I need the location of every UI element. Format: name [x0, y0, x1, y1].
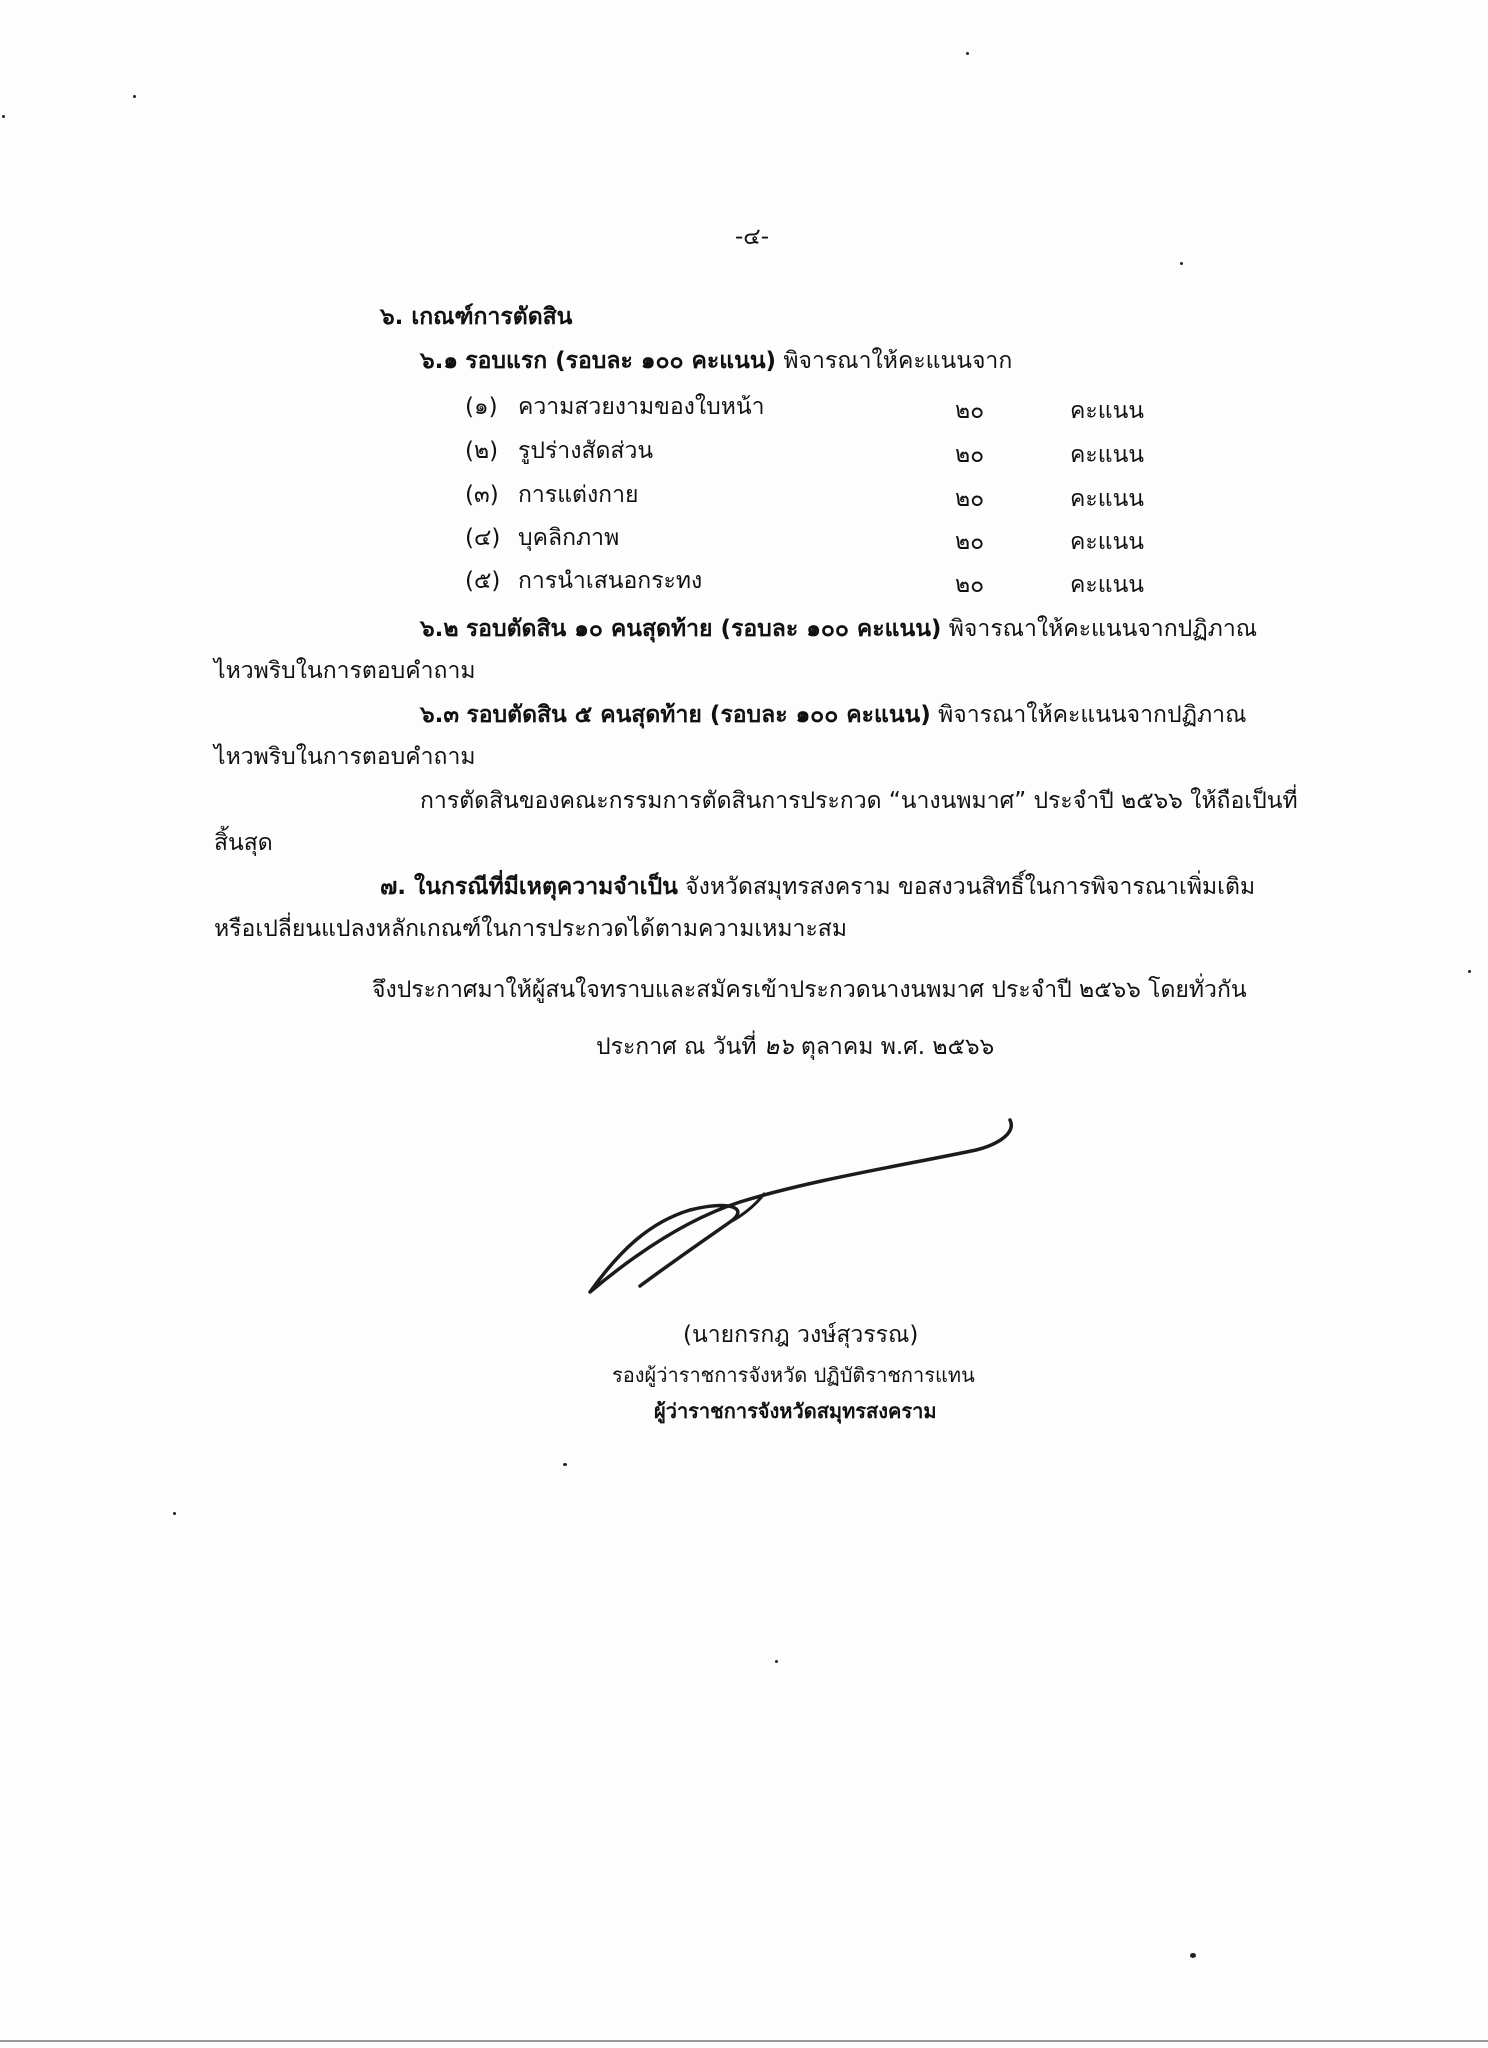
- criteria-score: ๒๐: [955, 572, 985, 598]
- announcement: จึงประกาศมาให้ผู้สนใจทราบและสมัครเข้าประกวดนางนพมาศ ประจำปี ๒๕๖๖ โดยทั่วกัน: [372, 977, 1247, 1003]
- date-prefix: ประกาศ ณ วันที่: [596, 1034, 757, 1060]
- scan-speck: [133, 95, 136, 98]
- section-6-1-text: พิจารณาให้คะแนนจาก: [783, 348, 1013, 374]
- signer-name: (นายกรกฎ วงษ์สุวรรณ): [683, 1322, 919, 1348]
- final-decision-line-1: การตัดสินของคณะกรรมการตัดสินการประกวด “นางนพมาศ” ประจำปี ๒๕๖๖ ให้ถือเป็นที่: [420, 788, 1298, 814]
- criteria-label: การแต่งกาย: [518, 482, 639, 508]
- section-6-heading: ๖. เกณฑ์การตัดสิน: [380, 304, 573, 330]
- section-7-heading: ๗. ในกรณีที่มีเหตุความจำเป็น: [380, 874, 678, 900]
- section-6-2-text: พิจารณาให้คะแนนจากปฏิภาณ: [948, 616, 1258, 642]
- criteria-label: บุคลิกภาพ: [518, 525, 620, 551]
- announcement-date: [596, 1032, 994, 1062]
- section-6-1-title: รอบแรก (รอบละ ๑๐๐ คะแนน): [465, 348, 777, 374]
- criteria-number: (๒): [465, 438, 499, 464]
- criteria-label: การนำเสนอกระทง: [518, 568, 703, 594]
- section-6-3-text: พิจารณาให้คะแนนจากปฏิภาณ: [938, 702, 1247, 728]
- section-6-3-number: ๖.๓: [420, 702, 460, 728]
- scan-speck: [563, 1463, 567, 1466]
- section-6-1: [420, 346, 1012, 376]
- signer-position-2: ผู้ว่าราชการจังหวัดสมุทรสงคราม: [654, 1399, 937, 1423]
- section-6-2-title: รอบตัดสิน ๑๐ คนสุดท้าย (รอบละ ๑๐๐ คะแนน): [465, 616, 942, 642]
- criteria-number: (๕): [465, 568, 501, 594]
- scan-speck: [1180, 262, 1183, 265]
- section-6-3-continuation: ไหวพริบในการตอบคำถาม: [214, 744, 476, 770]
- criteria-number: (๔): [465, 525, 501, 551]
- scan-edge-line: [0, 2040, 1488, 2042]
- section-7-line-1: [380, 872, 1255, 902]
- criteria-unit: คะแนน: [1070, 398, 1145, 424]
- section-6-2-number: ๖.๒: [420, 616, 459, 642]
- criteria-unit: คะแนน: [1070, 572, 1145, 598]
- signature-image: [580, 1110, 1040, 1310]
- criteria-unit: คะแนน: [1070, 486, 1145, 512]
- criteria-score: ๒๐: [955, 442, 985, 468]
- criteria-score: ๒๐: [955, 486, 985, 512]
- section-6-2-continuation: ไหวพริบในการตอบคำถาม: [214, 658, 476, 684]
- final-decision-line-2: สิ้นสุด: [214, 830, 273, 856]
- section-6-3: [420, 700, 1246, 730]
- criteria-number: (๓): [465, 482, 499, 508]
- section-7-line-2: หรือเปลี่ยนแปลงหลักเกณฑ์ในการประกวดได้ตามความเหมาะสม: [214, 916, 848, 942]
- criteria-number: (๑): [465, 394, 498, 420]
- date-day: ๒๖: [763, 1034, 794, 1060]
- scan-speck: [2, 115, 5, 118]
- scan-speck: [1190, 1953, 1196, 1958]
- scan-speck: [775, 1660, 778, 1663]
- criteria-label: รูปร่างสัดส่วน: [518, 438, 654, 464]
- section-6-3-title: รอบตัดสิน ๕ คนสุดท้าย (รอบละ ๑๐๐ คะแนน): [466, 702, 931, 728]
- criteria-label: ความสวยงามของใบหน้า: [518, 394, 765, 420]
- date-suffix: ตุลาคม พ.ศ. ๒๕๖๖: [800, 1034, 995, 1060]
- criteria-unit: คะแนน: [1070, 529, 1145, 555]
- section-6-2: [420, 614, 1257, 644]
- section-6-1-number: ๖.๑: [420, 348, 458, 374]
- page-number: -๔-: [735, 224, 770, 250]
- criteria-score: ๒๐: [955, 529, 985, 555]
- signer-position-1: รองผู้ว่าราชการจังหวัด ปฏิบัติราชการแทน: [612, 1363, 975, 1387]
- section-7-text: จังหวัดสมุทรสงคราม ขอสงวนสิทธิ์ในการพิจารณาเพิ่มเติม: [685, 874, 1256, 900]
- scan-speck: [966, 52, 969, 55]
- criteria-score: ๒๐: [955, 398, 985, 424]
- scan-speck: [1468, 970, 1471, 973]
- scan-speck: [173, 1512, 176, 1515]
- criteria-unit: คะแนน: [1070, 442, 1145, 468]
